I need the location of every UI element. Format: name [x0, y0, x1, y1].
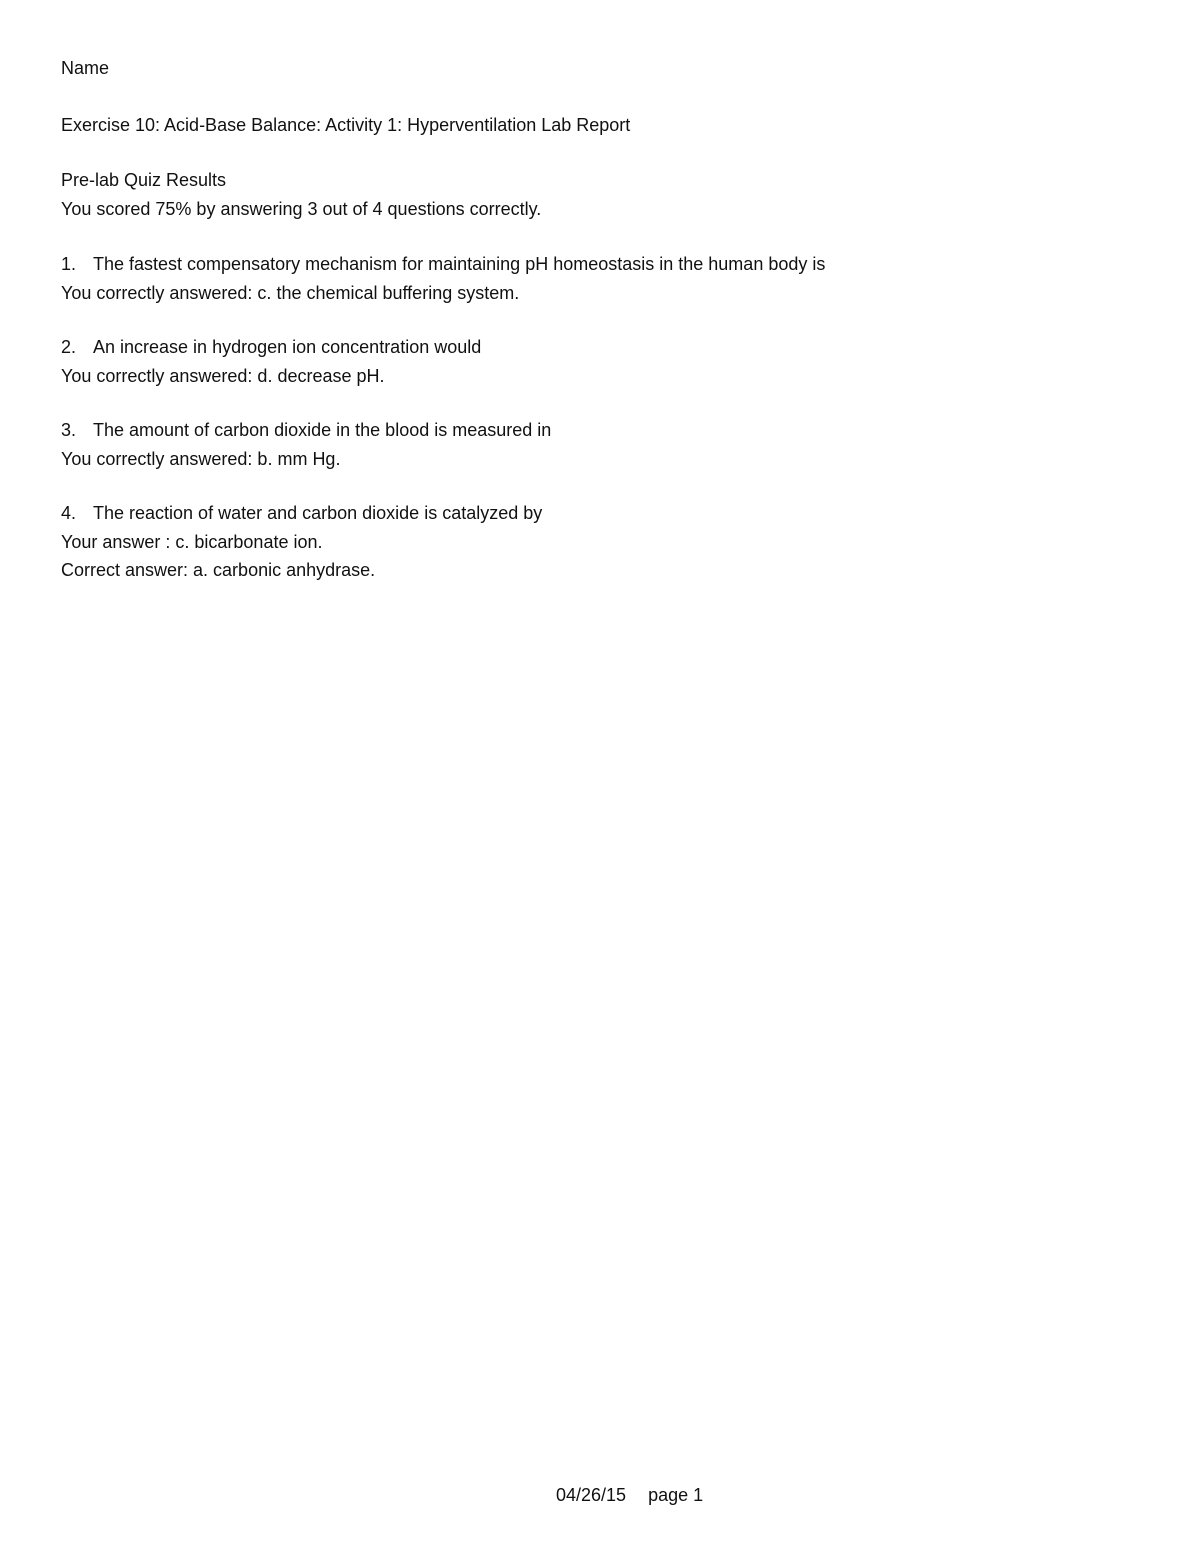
question-3-answer: You correctly answered: b. mm Hg.	[61, 449, 341, 469]
question-1-answer: You correctly answered: c. the chemical buffering system.	[61, 283, 520, 303]
page-footer	[556, 1484, 703, 1506]
question-text: An increase in hydrogen ion concentration would	[93, 337, 482, 357]
quiz-score: You scored 75% by answering 3 out of 4 questions correctly.	[61, 199, 542, 219]
question-2	[61, 336, 481, 358]
question-number: 3.	[61, 420, 77, 440]
question-4-correct-answer: Correct answer: a. carbonic anhydrase.	[61, 560, 376, 580]
quiz-heading: Pre-lab Quiz Results	[61, 170, 227, 190]
footer-page-number: page 1	[648, 1485, 704, 1505]
footer-date: 04/26/15	[556, 1485, 627, 1505]
question-3	[61, 419, 551, 441]
question-number: 4.	[61, 503, 77, 523]
question-text: The amount of carbon dioxide in the blood is measured in	[93, 420, 552, 440]
question-4	[61, 502, 542, 524]
question-4-your-answer: Your answer : c. bicarbonate ion.	[61, 532, 323, 552]
question-2-answer: You correctly answered: d. decrease pH.	[61, 366, 385, 386]
question-text: The reaction of water and carbon dioxide is catalyzed by	[93, 503, 543, 523]
name-label: Name	[61, 58, 110, 78]
question-number: 2.	[61, 337, 77, 357]
document-title: Exercise 10: Acid-Base Balance: Activity 1: Hyperventilation Lab Report	[61, 115, 631, 135]
question-1	[61, 253, 825, 275]
question-text: The fastest compensatory mechanism for maintaining pH homeostasis in the human body is	[93, 254, 826, 274]
question-number: 1.	[61, 254, 77, 274]
